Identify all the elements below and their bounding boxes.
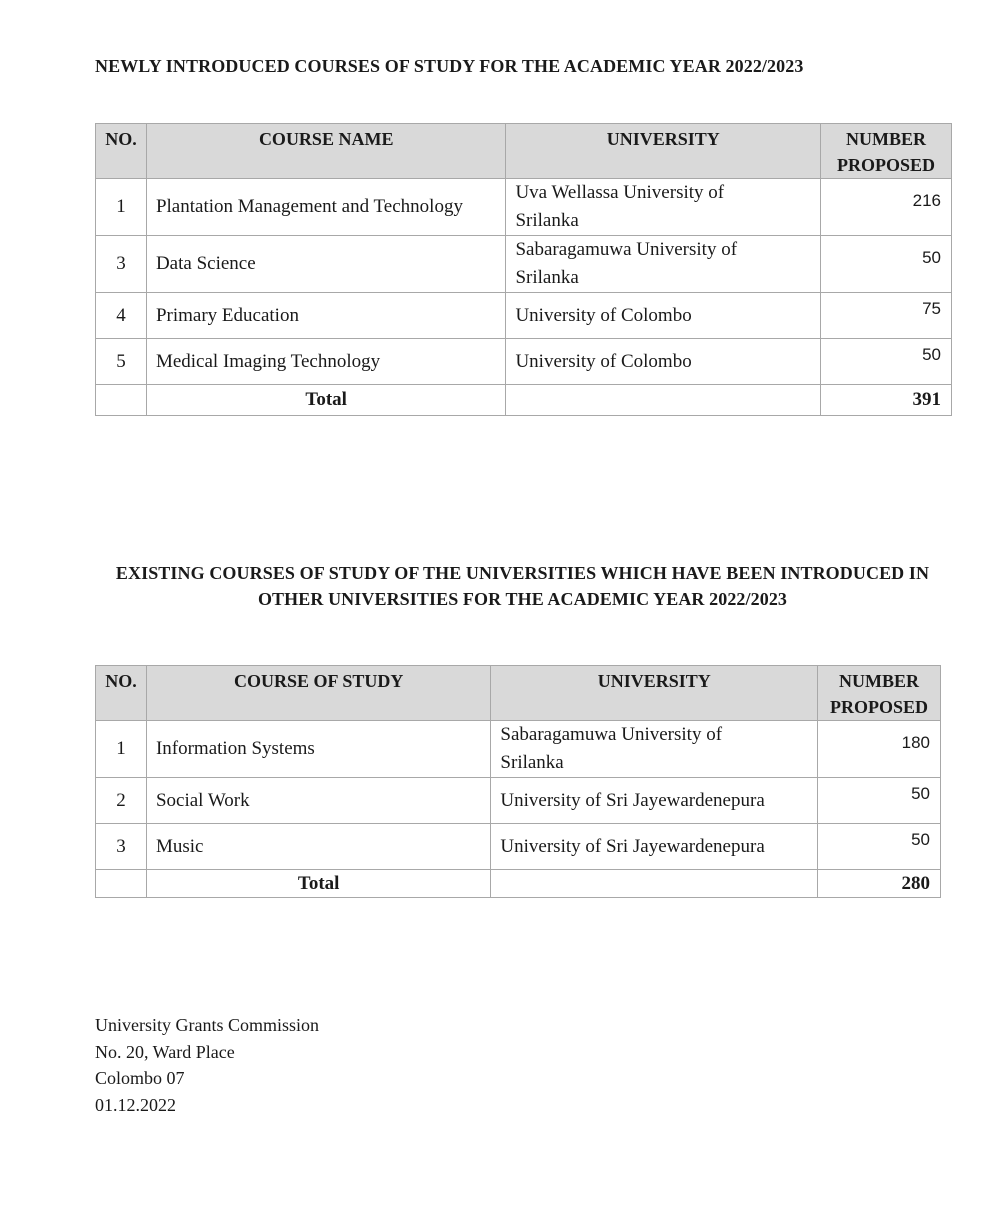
total-label: Total — [146, 870, 490, 898]
table-row — [96, 179, 952, 236]
table-row — [96, 293, 952, 339]
column-header-university: UNIVERSITY — [506, 124, 821, 179]
table-row — [96, 824, 941, 870]
section-title-line: EXISTING COURSES OF STUDY OF THE UNIVERSITIES WHICH HAVE BEEN INTRODUCED IN — [115, 563, 930, 583]
document-title: NEWLY INTRODUCED COURSES OF STUDY FOR THE ACADEMIC YEAR 2022/2023 — [95, 56, 804, 76]
column-header-no: NO. — [96, 666, 147, 721]
existing-courses-table — [95, 665, 941, 898]
row-number: 1 — [96, 179, 147, 236]
header-number-line: NUMBER — [839, 671, 919, 691]
header-proposed-line: PROPOSED — [837, 155, 936, 175]
total-value: 391 — [821, 385, 952, 416]
number-proposed: 75 — [821, 293, 952, 339]
university-name — [506, 236, 821, 293]
row-number: 5 — [96, 339, 147, 385]
number-proposed: 50 — [821, 236, 952, 293]
row-number: 4 — [96, 293, 147, 339]
total-label: Total — [146, 385, 505, 416]
number-proposed: 180 — [818, 721, 941, 778]
row-number: 2 — [96, 778, 147, 824]
number-proposed: 50 — [818, 778, 941, 824]
address-city: Colombo 07 — [95, 1068, 185, 1088]
number-proposed: 216 — [821, 179, 952, 236]
column-header-number-proposed — [818, 666, 941, 721]
table-header-row — [96, 666, 941, 721]
total-empty-cell — [491, 870, 818, 898]
table-row — [96, 721, 941, 778]
header-proposed-line: PROPOSED — [830, 697, 929, 717]
section-title — [95, 560, 950, 612]
university-name: University of Sri Jayewardenepura — [491, 778, 818, 824]
university-name: University of Sri Jayewardenepura — [491, 824, 818, 870]
footer-address — [95, 1012, 319, 1118]
course-name: Plantation Management and Technology — [146, 179, 505, 236]
total-row — [96, 385, 952, 416]
university-line: Srilanka — [500, 752, 564, 773]
university-name — [506, 179, 821, 236]
column-header-number-proposed — [821, 124, 952, 179]
university-name: University of Colombo — [506, 293, 821, 339]
university-line: Sabaragamuwa University of — [515, 239, 738, 260]
table-header-row — [96, 124, 952, 179]
total-value: 280 — [818, 870, 941, 898]
column-header-university: UNIVERSITY — [491, 666, 818, 721]
address-street: No. 20, Ward Place — [95, 1041, 235, 1062]
section-title-line: OTHER UNIVERSITIES FOR THE ACADEMIC YEAR 2022/2023 — [257, 589, 788, 609]
university-name — [491, 721, 818, 778]
new-courses-table — [95, 123, 952, 416]
row-number: 1 — [96, 721, 147, 778]
course-name: Music — [146, 824, 490, 870]
table-row — [96, 236, 952, 293]
course-name: Data Science — [146, 236, 505, 293]
column-header-no: NO. — [96, 124, 147, 179]
university-line: Uva Wellassa University of — [515, 182, 725, 203]
table-row — [96, 339, 952, 385]
university-line: Srilanka — [515, 267, 579, 288]
table-row — [96, 778, 941, 824]
university-line: Srilanka — [515, 210, 579, 231]
total-empty-cell — [96, 870, 147, 898]
course-name: Information Systems — [146, 721, 490, 778]
university-line: Sabaragamuwa University of — [500, 724, 723, 745]
document-date: 01.12.2022 — [95, 1094, 176, 1115]
column-header-course: COURSE NAME — [146, 124, 505, 179]
organization-name: University Grants Commission — [95, 1015, 319, 1035]
course-name: Medical Imaging Technology — [146, 339, 505, 385]
course-name: Social Work — [146, 778, 490, 824]
column-header-course: COURSE OF STUDY — [146, 666, 490, 721]
row-number: 3 — [96, 824, 147, 870]
number-proposed: 50 — [821, 339, 952, 385]
total-row — [96, 870, 941, 898]
total-empty-cell — [506, 385, 821, 416]
course-name: Primary Education — [146, 293, 505, 339]
number-proposed: 50 — [818, 824, 941, 870]
university-name: University of Colombo — [506, 339, 821, 385]
row-number: 3 — [96, 236, 147, 293]
total-empty-cell — [96, 385, 147, 416]
header-number-line: NUMBER — [846, 129, 927, 149]
